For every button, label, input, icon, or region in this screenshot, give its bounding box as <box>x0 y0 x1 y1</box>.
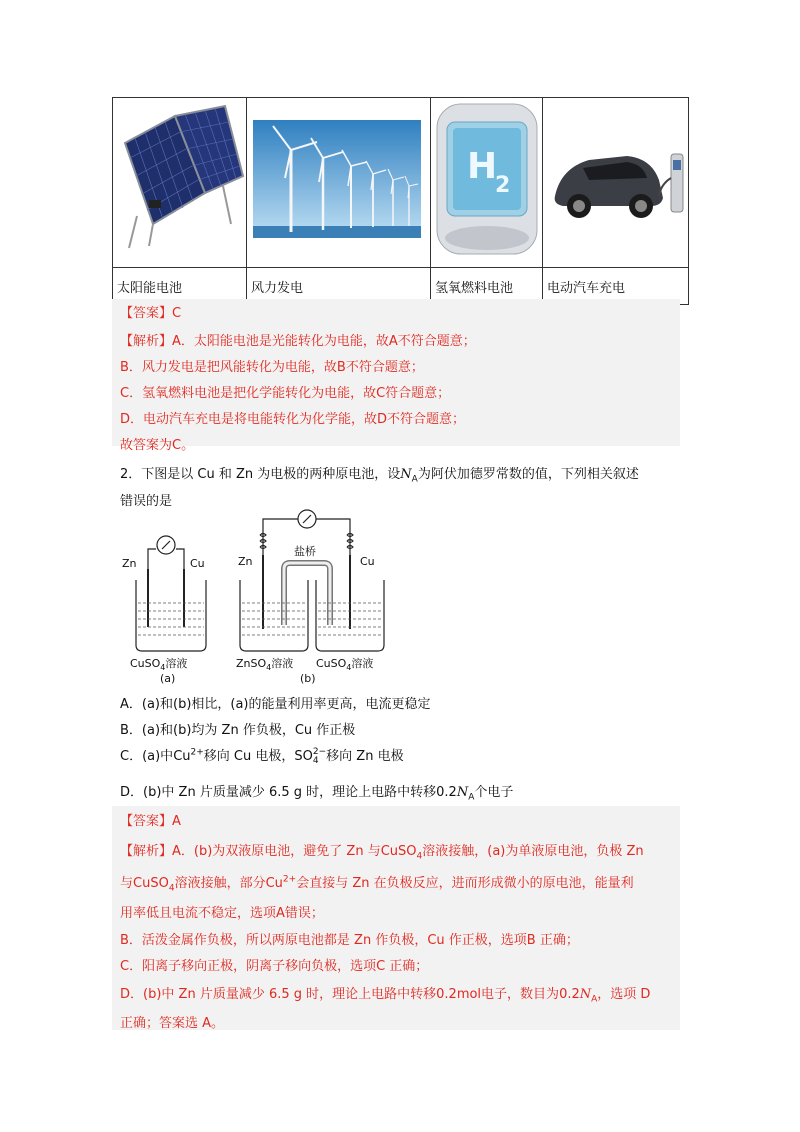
cell-solar-image <box>113 98 247 268</box>
label-solar: 太阳能电池 <box>113 268 247 305</box>
diagram-cu-a: Cu <box>190 557 205 570</box>
analysis-1-line-3: C．氢氧燃料电池是把化学能转化为电能，故C符合题意； <box>120 386 451 401</box>
fuel-cell-image <box>431 98 543 263</box>
analysis-2-line-4: B．活泼金属作负极，所以两原电池都是 Zn 作负极，Cu 作正极，选项B 正确； <box>120 933 579 948</box>
analysis-2-line-1: 【解析】A．(b)为双液原电池，避免了 Zn 与CuSO$_4$溶液接触，(a)为单液原电池，负极 Zn <box>120 844 644 862</box>
diagram-zn-a: Zn <box>122 557 137 570</box>
diagram-zn-b: Zn <box>238 555 253 568</box>
energy-table <box>112 97 689 305</box>
diagram-label-b: (b) <box>300 672 316 685</box>
diagram-salt-bridge: 盐桥 <box>294 545 316 558</box>
analysis-1-line-4: D．电动汽车充电是将电能转化为化学能，故D不符合题意； <box>120 412 466 427</box>
cell-wind-image <box>247 98 431 268</box>
svg-text:2: 2 <box>495 173 511 198</box>
diagram-label-a: (a) <box>160 672 176 685</box>
analysis-2-line-7: 正确；答案选 A。 <box>120 1016 225 1031</box>
analysis-2-line-5: C．阳离子移向正极，阴离子移向负极，选项C 正确； <box>120 959 429 974</box>
diagram-solution-a: CuSO$_4$溶液 <box>130 657 188 672</box>
option-c: C．(a)中$Cu^{2+}$移向 Cu 电极，SO 2− 4 移向 Zn 电极 <box>120 746 404 766</box>
analysis-2-line-3: 用率低且电流不稳定，选项A错误； <box>120 906 324 921</box>
electric-car-image <box>543 98 689 263</box>
wind-turbines-image <box>247 98 431 263</box>
option-a: A．(a)和(b)相比，(a)的能量利用率更高，电流更稳定 <box>120 697 431 712</box>
label-wind: 风力发电 <box>247 268 431 305</box>
galvanic-cells-diagram <box>118 505 398 685</box>
analysis-1-line-1: 【解析】A．太阳能电池是光能转化为电能，故A不符合题意； <box>120 334 476 349</box>
cell-fuelcell-image <box>431 98 543 268</box>
analysis-1-line-5: 故答案为C。 <box>120 438 195 453</box>
solar-panel-image <box>113 98 247 263</box>
diagram-solution-b-right: CuSO$_4$溶液 <box>316 657 374 672</box>
diagram-solution-b-left: ZnSO$_4$溶液 <box>236 657 294 672</box>
diagram-cu-b: Cu <box>360 555 375 568</box>
answer-2: 【答案】A <box>120 814 181 829</box>
analysis-2-line-2: 与CuSO$_4$溶液接触，部分$Cu^{2+}$会直接与 Zn 在负极反应，进而形成微小的原电池，能量利 <box>120 874 634 894</box>
question-2-stem: 2．下图是以 Cu 和 Zn 为电极的两种原电池，设$N_A$为阿伏加德罗常数的值，下列相关叙述 <box>120 467 639 485</box>
question-2-stem-2: 错误的是 <box>120 494 173 509</box>
option-d: D．(b)中 Zn 片质量减少 6.5 g 时，理论上电路中转移$0.2N_A$个电子 <box>120 785 514 803</box>
option-b: B．(a)和(b)均为 Zn 作负极，Cu 作正极 <box>120 723 356 738</box>
label-ev: 电动汽车充电 <box>543 268 689 305</box>
analysis-1-line-2: B．风力发电是把风能转化为电能，故B不符合题意； <box>120 360 424 375</box>
svg-text:H: H <box>467 146 498 187</box>
label-fuelcell: 氢氧燃料电池 <box>431 268 543 305</box>
cell-ev-image <box>543 98 689 268</box>
analysis-2-line-6: D．(b)中 Zn 片质量减少 6.5 g 时，理论上电路中转移0.2mol电子，数目为$0.2N_A$，选项 D <box>120 987 651 1005</box>
answer-1: 【答案】C <box>120 306 182 321</box>
